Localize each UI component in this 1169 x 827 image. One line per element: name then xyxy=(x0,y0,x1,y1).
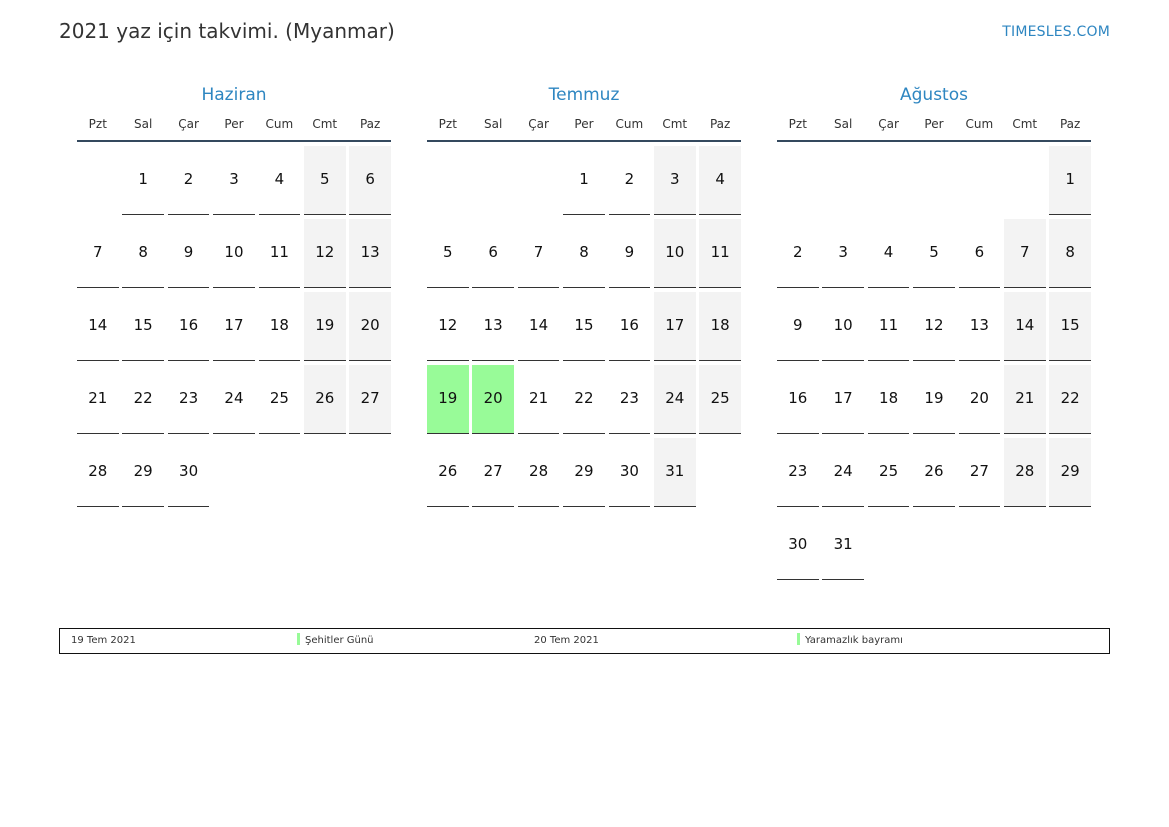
day-cell: 11 xyxy=(699,219,741,288)
day-cell: 14 xyxy=(1004,292,1046,361)
day-cell: 16 xyxy=(777,365,819,434)
day-cell: 14 xyxy=(518,292,560,361)
day-cell: 9 xyxy=(168,219,210,288)
day-cell: 31 xyxy=(822,511,864,580)
day-cell: 19 xyxy=(913,365,955,434)
empty-day-cell xyxy=(868,146,910,214)
day-grid xyxy=(427,146,741,507)
empty-day-cell xyxy=(427,146,469,214)
day-cell: 30 xyxy=(777,511,819,580)
day-cell: 21 xyxy=(77,365,119,434)
day-cell: 3 xyxy=(822,219,864,288)
holiday-color-marker xyxy=(297,633,300,645)
weekday-header xyxy=(777,114,1091,134)
empty-day-cell xyxy=(472,146,514,214)
day-grid xyxy=(777,146,1091,580)
holiday-color-marker xyxy=(797,633,800,645)
weekday-label: Paz xyxy=(709,117,731,131)
legend-holiday xyxy=(297,629,374,653)
day-cell: 28 xyxy=(1004,438,1046,507)
day-cell: 18 xyxy=(699,292,741,361)
day-cell: 5 xyxy=(913,219,955,288)
day-cell: 6 xyxy=(349,146,391,215)
day-cell: 15 xyxy=(122,292,164,361)
day-cell: 30 xyxy=(168,438,210,507)
day-cell: 6 xyxy=(472,219,514,288)
weekday-label: Per xyxy=(924,117,944,131)
day-cell: 7 xyxy=(77,219,119,288)
empty-day-cell xyxy=(1004,146,1046,214)
day-cell: 20 xyxy=(959,365,1001,434)
day-cell: 11 xyxy=(868,292,910,361)
holiday-day-cell: 19 xyxy=(427,365,469,434)
day-cell: 1 xyxy=(122,146,164,215)
day-cell: 6 xyxy=(959,219,1001,288)
day-cell: 11 xyxy=(259,219,301,288)
day-cell: 12 xyxy=(427,292,469,361)
day-cell: 15 xyxy=(1049,292,1091,361)
weekday-header xyxy=(77,114,391,134)
weekday-label: Sal xyxy=(134,117,153,131)
weekday-label: Çar xyxy=(178,117,199,131)
day-cell: 24 xyxy=(213,365,255,434)
day-cell: 12 xyxy=(913,292,955,361)
day-cell: 27 xyxy=(959,438,1001,507)
day-cell: 25 xyxy=(699,365,741,434)
day-cell: 17 xyxy=(822,365,864,434)
day-cell: 8 xyxy=(563,219,605,288)
day-cell: 23 xyxy=(168,365,210,434)
day-cell: 1 xyxy=(1049,146,1091,215)
month-block-august xyxy=(777,82,1091,580)
empty-day-cell xyxy=(959,146,1001,214)
weekday-label: Çar xyxy=(528,117,549,131)
brand-link[interactable]: TIMESLES.COM xyxy=(1002,24,1110,40)
day-cell: 17 xyxy=(213,292,255,361)
day-cell: 30 xyxy=(609,438,651,507)
weekday-label: Sal xyxy=(834,117,853,131)
weekday-label: Cum xyxy=(615,117,644,131)
weekday-label: Cum xyxy=(265,117,294,131)
day-cell: 22 xyxy=(1049,365,1091,434)
header-divider xyxy=(77,140,391,142)
day-cell: 17 xyxy=(654,292,696,361)
day-cell: 13 xyxy=(959,292,1001,361)
holiday-legend xyxy=(59,628,1110,654)
month-title: Ağustos xyxy=(900,85,968,105)
day-cell: 22 xyxy=(563,365,605,434)
month-block-july xyxy=(427,82,741,507)
day-cell: 2 xyxy=(609,146,651,215)
day-cell: 9 xyxy=(777,292,819,361)
day-cell: 16 xyxy=(168,292,210,361)
weekday-label: Cmt xyxy=(312,117,338,131)
day-cell: 7 xyxy=(518,219,560,288)
holiday-day-cell: 20 xyxy=(472,365,514,434)
day-cell: 23 xyxy=(777,438,819,507)
empty-day-cell xyxy=(913,146,955,214)
legend-holiday xyxy=(797,629,903,653)
day-cell: 21 xyxy=(518,365,560,434)
day-cell: 13 xyxy=(472,292,514,361)
weekday-label: Per xyxy=(574,117,594,131)
day-cell: 13 xyxy=(349,219,391,288)
day-cell: 19 xyxy=(304,292,346,361)
weekday-label: Pzt xyxy=(438,117,457,131)
day-cell: 10 xyxy=(213,219,255,288)
day-cell: 4 xyxy=(868,219,910,288)
day-cell: 1 xyxy=(563,146,605,215)
empty-day-cell xyxy=(777,146,819,214)
day-grid xyxy=(77,146,391,507)
day-cell: 28 xyxy=(518,438,560,507)
day-cell: 8 xyxy=(122,219,164,288)
day-cell: 5 xyxy=(427,219,469,288)
weekday-label: Pzt xyxy=(88,117,107,131)
weekday-label: Sal xyxy=(484,117,503,131)
day-cell: 26 xyxy=(913,438,955,507)
day-cell: 12 xyxy=(304,219,346,288)
day-cell: 21 xyxy=(1004,365,1046,434)
day-cell: 18 xyxy=(259,292,301,361)
day-cell: 14 xyxy=(77,292,119,361)
day-cell: 26 xyxy=(427,438,469,507)
legend-date: 20 Tem 2021 xyxy=(534,635,599,646)
empty-day-cell xyxy=(518,146,560,214)
weekday-label: Cmt xyxy=(1012,117,1038,131)
day-cell: 15 xyxy=(563,292,605,361)
day-cell: 27 xyxy=(472,438,514,507)
month-title: Haziran xyxy=(201,85,267,105)
day-cell: 10 xyxy=(654,219,696,288)
weekday-label: Per xyxy=(224,117,244,131)
weekday-label: Çar xyxy=(878,117,899,131)
day-cell: 28 xyxy=(77,438,119,507)
month-block-june xyxy=(77,82,391,507)
day-cell: 9 xyxy=(609,219,651,288)
weekday-label: Cum xyxy=(965,117,994,131)
day-cell: 25 xyxy=(259,365,301,434)
empty-day-cell xyxy=(77,146,119,214)
day-cell: 27 xyxy=(349,365,391,434)
empty-day-cell xyxy=(822,146,864,214)
header-divider xyxy=(427,140,741,142)
day-cell: 4 xyxy=(699,146,741,215)
day-cell: 26 xyxy=(304,365,346,434)
day-cell: 24 xyxy=(822,438,864,507)
weekday-label: Cmt xyxy=(662,117,688,131)
day-cell: 25 xyxy=(868,438,910,507)
legend-holiday-name: Şehitler Günü xyxy=(305,635,374,646)
weekday-label: Pzt xyxy=(788,117,807,131)
day-cell: 29 xyxy=(122,438,164,507)
day-cell: 4 xyxy=(259,146,301,215)
day-cell: 3 xyxy=(213,146,255,215)
day-cell: 23 xyxy=(609,365,651,434)
day-cell: 2 xyxy=(168,146,210,215)
header-divider xyxy=(777,140,1091,142)
weekday-header xyxy=(427,114,741,134)
day-cell: 31 xyxy=(654,438,696,507)
legend-date: 19 Tem 2021 xyxy=(71,635,136,646)
day-cell: 3 xyxy=(654,146,696,215)
weekday-label: Paz xyxy=(1059,117,1081,131)
day-cell: 20 xyxy=(349,292,391,361)
day-cell: 18 xyxy=(868,365,910,434)
day-cell: 24 xyxy=(654,365,696,434)
day-cell: 16 xyxy=(609,292,651,361)
day-cell: 5 xyxy=(304,146,346,215)
day-cell: 2 xyxy=(777,219,819,288)
legend-holiday-name: Yaramazlık bayramı xyxy=(805,635,903,646)
page-title: 2021 yaz için takvimi. (Myanmar) xyxy=(59,19,395,43)
day-cell: 29 xyxy=(563,438,605,507)
day-cell: 8 xyxy=(1049,219,1091,288)
month-title: Temmuz xyxy=(548,85,620,105)
day-cell: 29 xyxy=(1049,438,1091,507)
weekday-label: Paz xyxy=(359,117,381,131)
day-cell: 22 xyxy=(122,365,164,434)
day-cell: 7 xyxy=(1004,219,1046,288)
day-cell: 10 xyxy=(822,292,864,361)
